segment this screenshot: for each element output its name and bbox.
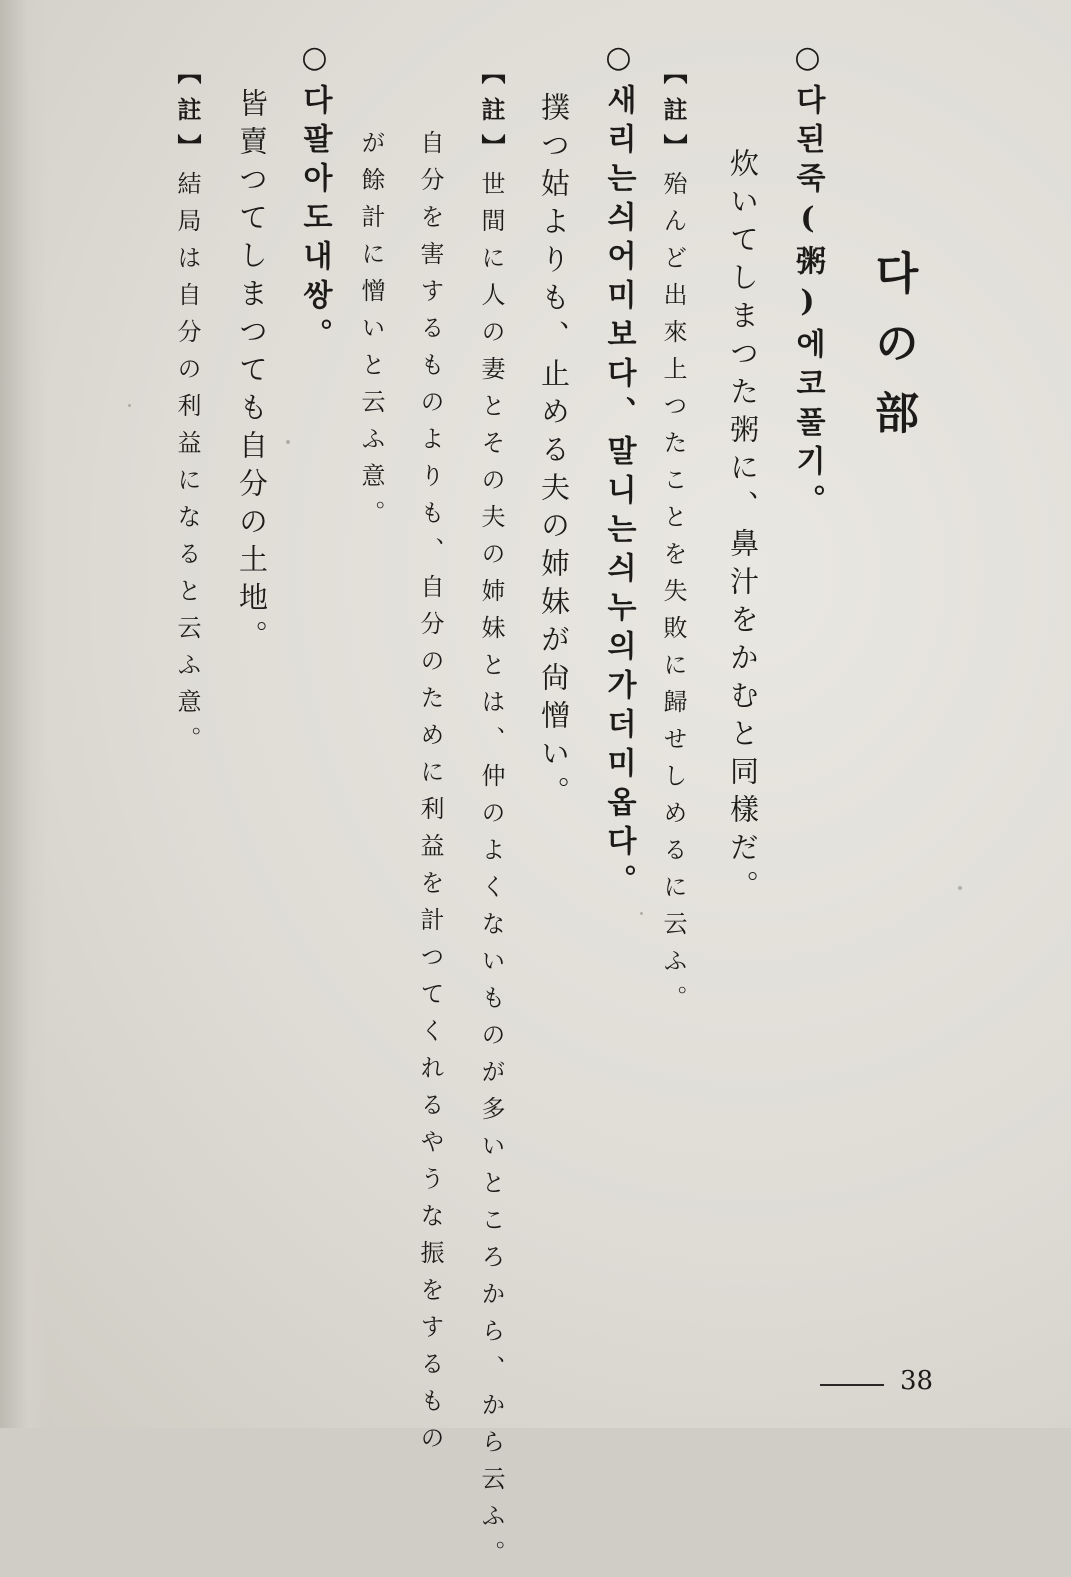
note-text: 結局は自分の利益になると云ふ意。	[173, 171, 201, 763]
page-number: 38	[900, 1366, 934, 1396]
proverb-note-2-end: が餘計に憎いと云ふ意。	[357, 130, 385, 537]
note-text: 世間に人の妻とその夫の姉妹とは、仲のよくないものが多いところから、から云ふ。	[477, 171, 505, 1577]
proverb-note-2	[474, 60, 509, 1577]
note-text: 殆んど出來上つたことを失敗に歸せしめるに云ふ。	[659, 171, 687, 1022]
paper-speck	[128, 404, 131, 407]
proverb-note-1	[656, 60, 691, 1022]
proverb-translation-2: 撲つ姑よりも、止める夫の姉妹が尙憎い。	[537, 92, 571, 814]
proverb-entry-2: ○새리는싀어미보다、말니는싀누의가더미옵다。	[601, 40, 636, 903]
paper-speck	[286, 440, 290, 444]
paper-speck	[640, 912, 643, 915]
note-tag: 【註】	[477, 60, 506, 171]
proverb-translation-1: 炊いてしまつた粥に、鼻汁をかむと同樣だ。	[726, 148, 760, 908]
page-number-rule	[820, 1384, 884, 1386]
proverb-translation-3: 皆賣つてしまつても自分の土地。	[235, 88, 269, 658]
proverb-note-3	[170, 60, 205, 763]
paper-speck	[958, 886, 962, 890]
note-tag: 【註】	[173, 60, 202, 171]
page-binding-edge	[0, 0, 48, 1428]
section-title: 다の部	[867, 250, 918, 460]
proverb-entry-1: ○다된죽(粥)에코풀기。	[790, 40, 825, 523]
proverb-entry-3: ○다팔아도내쌍。	[297, 40, 332, 357]
proverb-note-2-continued: 自分を害するものよりも、自分のために利益を計つてくれるやうな振をするもの	[416, 130, 444, 1462]
note-tag: 【註】	[659, 60, 688, 171]
